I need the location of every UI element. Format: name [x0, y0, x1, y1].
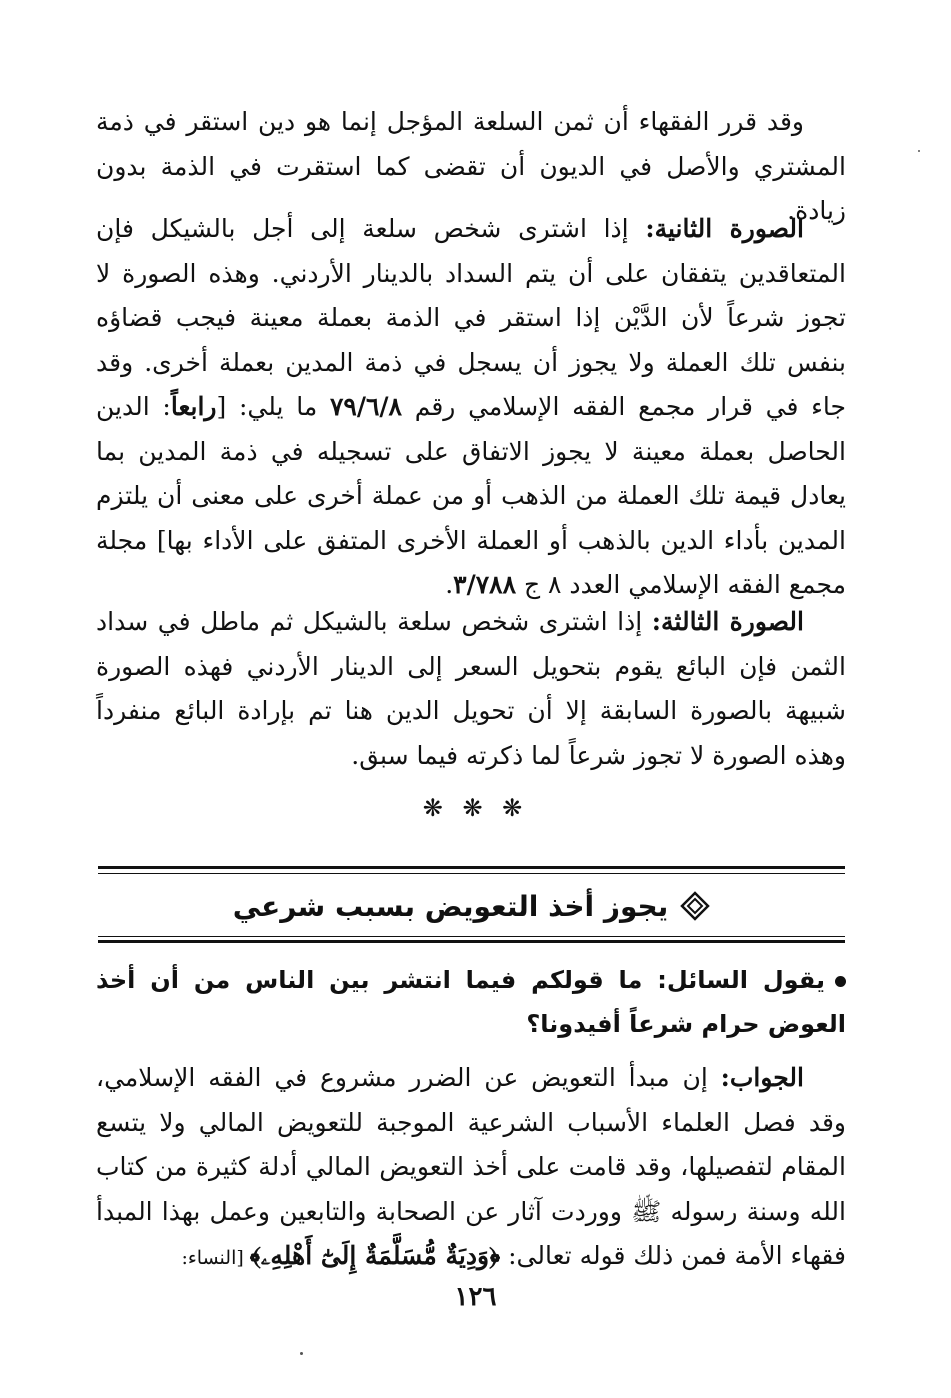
- paragraph-2: [96, 207, 846, 608]
- journal-issue: ٣/٧٨٨: [453, 570, 517, 599]
- paragraph-3-lead: الصورة الثالثة:: [651, 607, 804, 636]
- question-text: يقول السائل: ما قولكم فيما انتشر بين الناس من أن أخذ العوض حرام شرعاً أفيدونا؟: [96, 966, 846, 1038]
- paragraph-3-body: إذا اشترى شخص سلعة بالشيكل ثم ماطل في سداد الثمن فإن البائع يقوم بتحويل السعر إلى الدينار الأردني فهذه الصورة شبيهة بالصورة السابقة إلا أن تحويل الدين هنا تم بإرادة البائع منفرداً وهذه الصورة لا تجوز شرعاً لما ذكرته فيما سبق.: [96, 607, 846, 770]
- question-paragraph: [96, 958, 846, 1046]
- top-rule-thick: [98, 866, 845, 869]
- scan-speck: [918, 150, 920, 152]
- bottom-rule-thin: [98, 936, 845, 937]
- bullet-icon: [835, 976, 846, 987]
- paragraph-1-text: وقد قرر الفقهاء أن ثمن السلعة المؤجل إنما هو دين استقر في ذمة المشتري والأصل في الديون أن تقضى كما استقرت في الذمة بدون زيادة.: [96, 107, 846, 225]
- paragraph-2-body-1: إذا اشترى شخص سلعة إلى أجل بالشيكل فإن المتعاقدين يتفقان على أن يتم السداد بالدينار الأردني. وهذه الصورة لا تجوز شرعاً لأن الدَّيْن إذا استقر في الذمة بعملة معينة فيجب قضاؤه بنفس تلك العملة ولا يجوز أن يسجل في ذمة المدين بعملة أخرى. وقد جاء في قرار مجمع الفقه الإسلامي رقم: [96, 214, 846, 421]
- rabian-label: رابعاً: [170, 392, 217, 421]
- answer-paragraph: [96, 1056, 846, 1281]
- page-number: ١٢٦: [454, 1282, 497, 1312]
- answer-body: إن مبدأ التعويض عن الضرر مشروع في الفقه الإسلامي، وقد فصل العلماء الأسباب الشرعية الموجبة للتعويض المالي ولا يتسع المقام لتفصيلها، وقد قامت على أخذ التعويض المالي أدلة كثيرة من كتاب الله وسنة رسوله ﷺ ووردت آثار عن الصحابة والتابعين وعمل بهذا المبدأ فقهاء الأمة فمن ذلك قوله تعالى:: [96, 1063, 846, 1270]
- paragraph-2-body-2: ما يلي: [: [216, 392, 330, 421]
- section-title: يجوز أخذ التعويض بسبب شرعي: [232, 889, 669, 923]
- answer-lead: الجواب:: [720, 1063, 804, 1092]
- paragraph-3: [96, 600, 846, 778]
- paragraph-2-lead: الصورة الثانية:: [645, 214, 804, 243]
- scan-speck: [300, 1352, 303, 1355]
- paragraph-2-end: .: [445, 570, 454, 599]
- bottom-rule-thick: [98, 940, 845, 943]
- diamond-icon: [680, 891, 710, 921]
- section-separator: ❋ ❋ ❋: [422, 794, 529, 822]
- section-heading: [98, 880, 845, 932]
- top-rule-thin: [98, 873, 845, 874]
- quran-verse: ﴿وَدِيَةٌ مُّسَلَّمَةٌ إِلَىٰٓ أَهْلِهِۦ﴾: [249, 1241, 501, 1270]
- resolution-number: ٧٩/٦/٨: [329, 392, 402, 421]
- paragraph-2-body-3: : الدين الحاصل بعملة معينة لا يجوز الاتفاق على تسجيله في ذمة المدين بما يعادل قيمة تلك العملة من الذهب أو من عملة أخرى على معنى أن يلتزم المدين بأداء الدين بالذهب أو العملة الأخرى المتفق على الأداء بها] مجلة مجمع الفقه الإسلامي العدد ٨ ج: [96, 392, 846, 599]
- verse-reference: [النساء:: [181, 1247, 250, 1269]
